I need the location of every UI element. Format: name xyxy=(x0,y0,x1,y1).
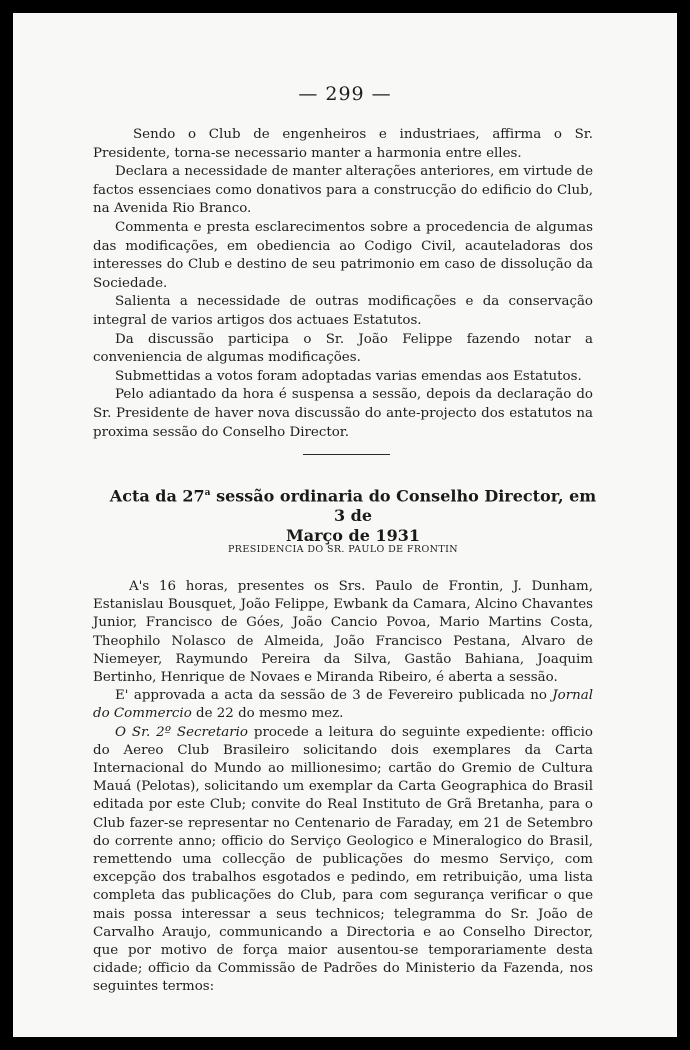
paragraph: Declara a necessidade de manter alterações anteriores, em virtude de factos essenciaes como donativos para a construcção do edificio do Club, na Avenida Rio Branco. xyxy=(93,164,593,217)
paragraph: Salienta a necessidade de outras modificações e da conservação integral de varios artigos dos actuaes Estatutos. xyxy=(93,294,593,328)
heading-text: Acta da 27 xyxy=(109,486,205,506)
paragraph: Da discussão participa o Sr. João Felippe fazendo notar a conveniencia de algumas modificações. xyxy=(93,331,593,366)
text: procede a leitura do seguinte expediente: officio do Aereo Club Brasileiro solicitando dois exemplares da Carta Internacional do Mundo ao millionesimo; cartão do Gremio de Cultura Mauá (Pelotas), solicitando um exemplar da Carta Geographica do Brasil editada por este Club; convite do Real Instituto de Grã Bretanha, para o Club fazer-se representar no Centenario de Faraday, em 21 de Setembro do corrente anno; officio do Serviço Geologico e Mineralogico do Brasil, remettendo uma collecção de publicações do mesmo Serviço, com excepção dos trabalhos esgotados e pedindo, em retribuição, uma lista completa das publicações do Club, para com segurança verificar o que mais possa interessar a seus technicos; telegramma do Sr. João de Carvalho Araujo, communicando a Directoria e ao Conselho Director, que por motivo de força maior ausentou-se temporariamente desta cidade; officio da Commissão de Padrões do Ministerio da Fazenda, nos seguintes termos: xyxy=(93,724,593,995)
heading-ordinal: a xyxy=(204,488,211,498)
text: E' approvada a acta da sessão de 3 de Fevereiro publicada no xyxy=(115,688,553,704)
newspaper-title: Jornal do Commercio xyxy=(93,688,593,722)
paragraph: Sendo o Club de engenheiros e industriaes, affirma o Sr. Presidente, torna-se necessario manter a harmonia entre elles. xyxy=(93,127,593,161)
paragraph: A's 16 horas, presentes os Srs. Paulo de Frontin, J. Dunham, Estanislau Bousquet, João Felippe, Ewbank da Camara, Alcino Chavantes Junior, Francisco de Góes, João Cancio Povoa, Mario Martins Costa, Theophilo Nolasco de Almeida, João Francisco Pestana, Alvaro de Niemeyer, Raymundo Pereira da Silva, Gastão Bahiana, Joaquim Bertinho, Henrique de Novaes e Miranda Ribeiro, é aberta a sessão. xyxy=(93,579,593,686)
section-divider xyxy=(303,454,390,455)
minutes-heading xyxy=(103,483,603,546)
heading-line-1 xyxy=(103,483,603,526)
text: de 22 do mesmo mez. xyxy=(191,706,344,722)
paragraph: Submettidas a votos foram adoptadas varias emendas aos Estatutos. xyxy=(115,368,582,384)
paragraph xyxy=(93,687,593,723)
secretary-title: O Sr. 2º Secretario xyxy=(115,724,248,740)
page-number: — 299 — xyxy=(298,83,392,105)
paragraph: Pelo adiantado da hora é suspensa a sessão, depois da declaração do Sr. Presidente de haver nova discussão do ante-projecto dos estatutos na proxima sessão do Conselho Director. xyxy=(93,387,593,440)
heading-text: sessão ordinaria do Conselho Director, em 3 de xyxy=(210,486,597,526)
paragraph: Commenta e presta esclarecimentos sobre a procedencia de algumas das modificações, em obediencia ao Codigo Civil, acauteladoras dos interesses do Club e destino de seu patrimonio em caso de dissolução da Sociedade. xyxy=(93,219,593,291)
document-page xyxy=(13,13,677,1037)
heading-line-2: Março de 1931 xyxy=(286,526,420,546)
minutes-body xyxy=(93,578,593,997)
session-continuation-text xyxy=(93,126,593,442)
presidency-line: PRESIDENCIA DO SR. PAULO DE FRONTIN xyxy=(228,544,458,555)
paragraph xyxy=(93,724,593,997)
